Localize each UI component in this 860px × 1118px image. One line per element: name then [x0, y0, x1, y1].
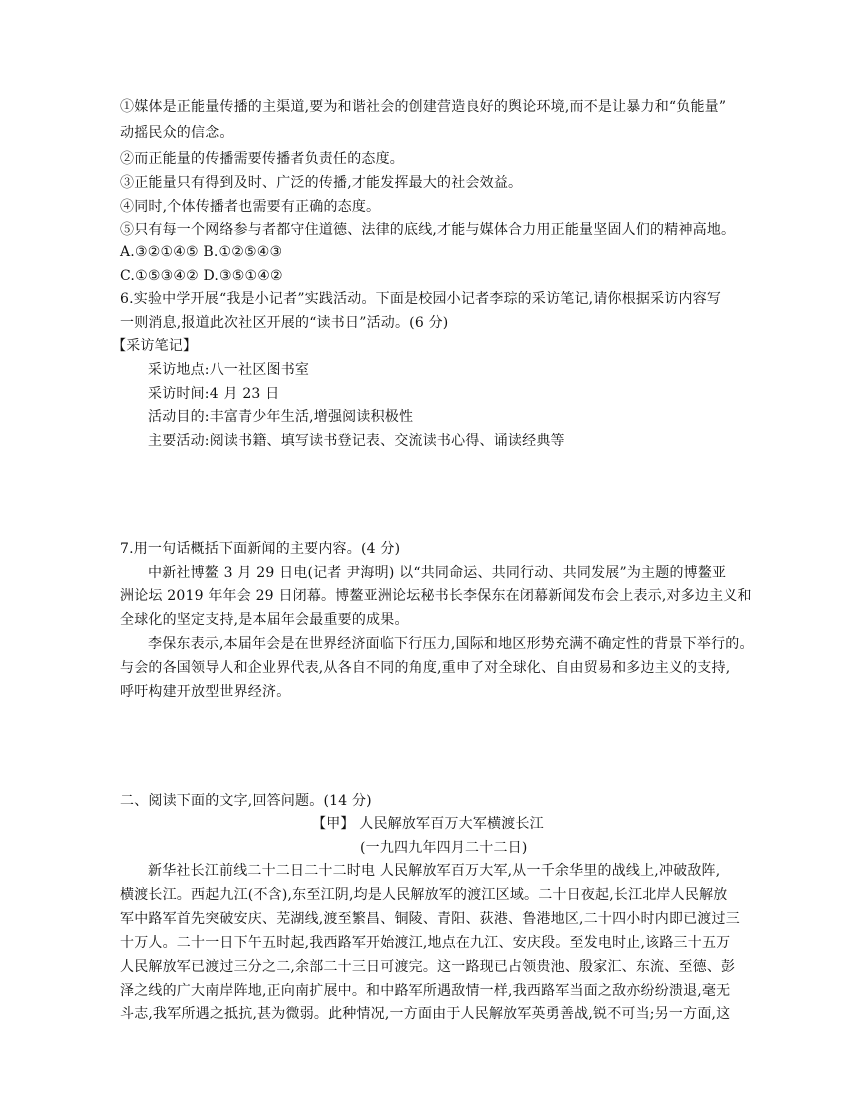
article-line-5: 人民解放军已渡过三分之二,余部二十三日可渡完。这一路现已占领贵池、殷家汇、东流、至德、彭: [120, 959, 736, 975]
article-line-6: 泽之线的广大南岸阵地,正向南扩展中。和中路军所遇敌情一样,我西路军当面之敌亦纷纷溃退,毫无: [120, 983, 731, 999]
part2-heading: 二、阅读下面的文字,回答问题。(14 分): [120, 793, 372, 809]
q7-stem: 7.用一句话概括下面新闻的主要内容。(4 分): [120, 541, 401, 557]
article-line-1: 新华社长江前线二十二日二十二时电 人民解放军百万大军,从一千余华里的战线上,冲破敌阵,: [148, 863, 721, 879]
q5-sentence-1-cont: 动摇民众的信念。: [120, 125, 234, 141]
q6-note-purpose: 活动目的:丰富青少年生活,增强阅读积极性: [148, 409, 414, 425]
q5-sentence-2: ②而正能量的传播需要传播者负责任的态度。: [120, 151, 404, 167]
q5-options-ab: A.③②①④⑤ B.①②⑤④③: [120, 244, 283, 260]
q6-note-place: 采访地点:八一社区图书室: [148, 362, 310, 378]
q7-news-line-4: 李保东表示,本届年会是在世界经济面临下行压力,国际和地区形势充满不确定性的背景下举行的。: [148, 636, 754, 652]
q7-news-line-2: 洲论坛 2019 年年会 29 日闭幕。博鳌亚洲论坛秘书长李保东在闭幕新闻发布会上表示,对多边主义和: [120, 588, 752, 604]
article-line-4: 十万人。二十一日下午五时起,我西路军开始渡江,地点在九江、安庆段。至发电时止,该路三十五万: [120, 935, 731, 951]
q5-sentence-5: ⑤只有每一个网络参与者都守住道德、法律的底线,才能与媒体合力用正能量坚固人们的精神高地。: [120, 222, 736, 238]
q7-news-line-5: 与会的各国领导人和企业界代表,从各自不同的角度,重申了对全球化、自由贸易和多边主义的支持,: [120, 660, 731, 676]
q5-sentence-4: ④同时,个体传播者也需要有正确的态度。: [120, 199, 381, 215]
q6-notes-title: 【采访笔记】: [112, 338, 198, 354]
article-date: (一九四九年四月二十二日): [360, 840, 528, 856]
q7-news-line-1: 中新社博鳌 3 月 29 日电(记者 尹海明) 以“共同命运、共同行动、共同发展”为主题的博鳌亚: [148, 565, 727, 581]
q7-news-line-3: 全球化的坚定支持,是本届年会最重要的成果。: [120, 612, 409, 628]
q7-news-line-6: 呼吁构建开放型世界经济。: [120, 684, 291, 700]
article-title: 【甲】 人民解放军百万大军横渡长江: [312, 816, 544, 832]
q6-note-time: 采访时间:4 月 23 日: [148, 386, 280, 402]
q6-stem: 6.实验中学开展“我是小记者”实践活动。下面是校园小记者李琮的采访笔记,请你根据采访内容写: [120, 291, 722, 307]
q5-sentence-1: ①媒体是正能量传播的主渠道,要为和谐社会的创建营造良好的舆论环境,而不是让暴力和“负能量”: [120, 99, 727, 115]
q5-options-cd: C.①⑤③④② D.③⑤①④②: [120, 268, 283, 284]
article-line-2: 横渡长江。西起九江(不含),东至江阴,均是人民解放军的渡江区域。二十日夜起,长江北岸人民解放: [120, 887, 728, 903]
q6-note-activities: 主要活动:阅读书籍、填写读书登记表、交流读书心得、诵读经典等: [148, 433, 565, 449]
article-line-7: 斗志,我军所遇之抵抗,甚为微弱。此种情况,一方面由于人民解放军英勇善战,锐不可当;另一方面,这: [120, 1006, 731, 1022]
q6-stem-cont: 一则消息,报道此次社区开展的“读书日”活动。(6 分): [120, 315, 449, 331]
q5-sentence-3: ③正能量只有得到及时、广泛的传播,才能发挥最大的社会效益。: [120, 175, 523, 191]
article-line-3: 军中路军首先突破安庆、芜湖线,渡至繁昌、铜陵、青阳、荻港、鲁港地区,二十四小时内即已渡过三: [120, 911, 740, 927]
